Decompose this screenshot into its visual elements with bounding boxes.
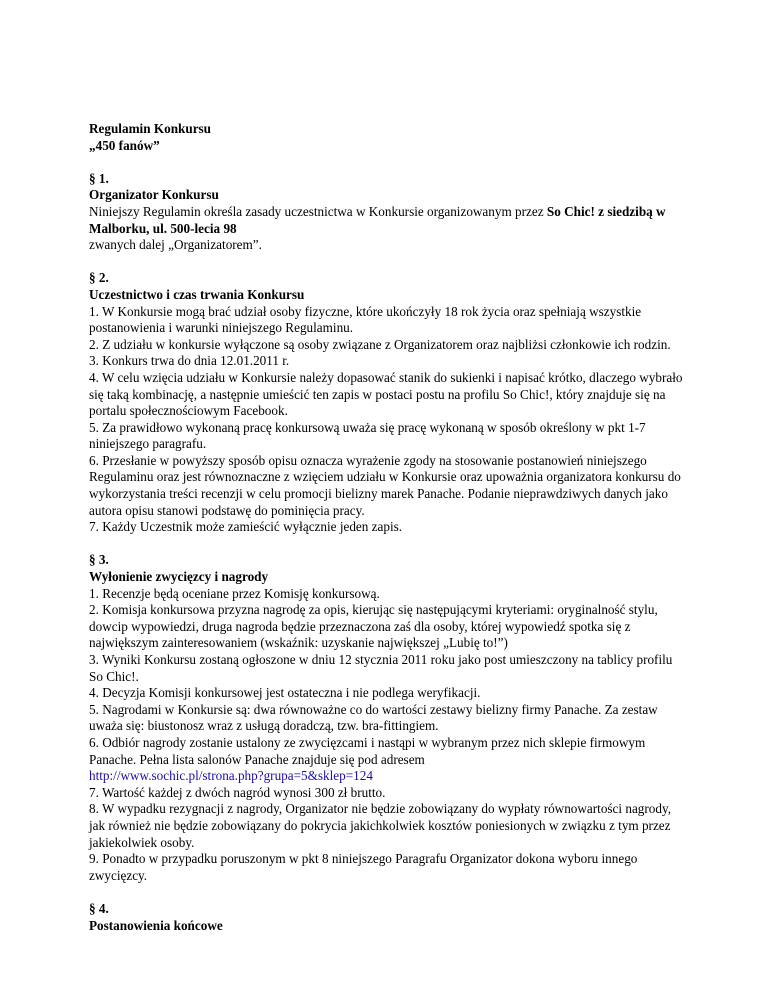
- title-line-1: Regulamin Konkursu: [89, 121, 212, 136]
- section-heading: Uczestnictwo i czas trwania Konkursu: [89, 286, 305, 302]
- list-item: 2. Z udziału w konkursie wyłączone są osoby związane z Organizatorem oraz najbliżsi członkowie ich rodzin.: [89, 336, 671, 352]
- section-number: § 2.: [89, 270, 109, 286]
- list-item: 9. Ponadto w przypadku poruszonym w pkt 8 niniejszego Paragrafu Organizator dokona wyboru innego zwycięzcy.: [89, 851, 638, 883]
- list-item: 4. Decyzja Komisji konkursowej jest ostateczna i nie podlega weryfikacji.: [89, 685, 481, 701]
- section-number: § 1.: [89, 170, 109, 186]
- list-item: 1. W Konkursie mogą brać udział osoby fizyczne, które ukończyły 18 rok życia oraz spełniają wszystkie postanowienia i warunki niniejszego Regulaminu.: [89, 303, 642, 336]
- list-item: 7. Każdy Uczestnik może zamieścić wyłącznie jeden zapis.: [89, 519, 403, 535]
- section-1: [89, 171, 689, 254]
- list-item: 2. Komisja konkursowa przyzna nagrodę za opis, kierując się następującymi kryteriami: oryginalność stylu, dowcip wypowiedzi, druga nagroda będzie przeznaczona zaś dla osoby, której wypowiedź spotka się z największym zainteresowaniem (wskaźnik: uzyskanie największej „Lubię to!”): [89, 602, 658, 651]
- section-2: [89, 270, 689, 536]
- list-item: 3. Wyniki Konkursu zostaną ogłoszone w dniu 12 stycznia 2011 roku jako post umieszczony na tablicy profilu So Chic!.: [89, 652, 673, 684]
- list-item: 7. Wartość każdej z dwóch nagród wynosi 300 zł brutto.: [89, 784, 386, 800]
- list-item: 5. Nagrodami w Konkursie są: dwa równoważne co do wartości zestawy bielizny firmy Panache. Za zestaw uważa się: biustonosz wraz z usługą doradczą, tzw. bra-fittingiem.: [89, 701, 658, 734]
- section-heading: Organizator Konkursu: [89, 187, 219, 203]
- list-item: 3. Konkurs trwa do dnia 12.01.2011 r.: [89, 353, 290, 369]
- section-number: § 3.: [89, 552, 109, 568]
- paragraph-text: Niniejszy Regulamin określa zasady uczestnictwa w Konkursie organizowanym przez: [89, 203, 547, 219]
- list-item: 1. Recenzje będą oceniane przez Komisję konkursową.: [89, 585, 380, 601]
- section-4: [89, 901, 689, 934]
- list-item: 6. Odbiór nagrody zostanie ustalony ze zwycięzcami i nastąpi w wybranym przez nich sklepie firmowym Panache. Pełna lista salonów Panache znajduje się pod adresem: [89, 734, 646, 767]
- section-3: [89, 552, 689, 884]
- section-heading: Wyłonienie zwycięzcy i nagrody: [89, 569, 269, 585]
- list-item: 6. Przesłanie w powyższy sposób opisu oznacza wyrażenie zgody na stosowanie postanowień niniejszego Regulaminu oraz jest równoznaczne z wzięciem udziału w Konkursie oraz upoważnia organizatora konkursu do wykorzystania treści recenzji w celu promocji bielizny marek Panache. Podanie nieprawdziwych danych jako autora opisu stanowi podstawę do pominięcia pracy.: [89, 452, 681, 518]
- organizer-name: So Chic! z siedzibą w Malborku, ul. 500-lecia 98: [89, 203, 666, 236]
- paragraph-text: zwanych dalej „Organizatorem”.: [89, 237, 262, 253]
- list-item: 5. Za prawidłowo wykonaną pracę konkursową uważa się pracę wykonaną w sposób określony w pkt 1-7 niniejszego paragrafu.: [89, 419, 646, 452]
- list-item: 8. W wypadku rezygnacji z nagrody, Organizator nie będzie zobowiązany do wypłaty równowartości nagrody, jak również nie będzie zobowiązany do pokrycia jakichkolwiek kosztów poniesionych w związku z tym przez jakiekolwiek osoby.: [89, 801, 672, 850]
- document-title: [89, 121, 689, 154]
- title-line-2: „450 fanów”: [89, 137, 160, 153]
- list-item: 4. W celu wzięcia udziału w Konkursie należy dopasować stanik do sukienki i napisać krótko, dlaczego wybrało się taką kombinację, a następnie umieścić ten zapis w postaci postu na profilu So Chic!, który znajduje się na portalu społecznościowym Facebook.: [89, 369, 683, 419]
- section-heading: Postanowienia końcowe: [89, 917, 223, 933]
- section-number: § 4.: [89, 900, 109, 916]
- document-page: [89, 121, 689, 951]
- section-paragraph: [89, 204, 689, 237]
- salons-link[interactable]: http://www.sochic.pl/strona.php?grupa=5&sklep=124: [89, 768, 373, 784]
